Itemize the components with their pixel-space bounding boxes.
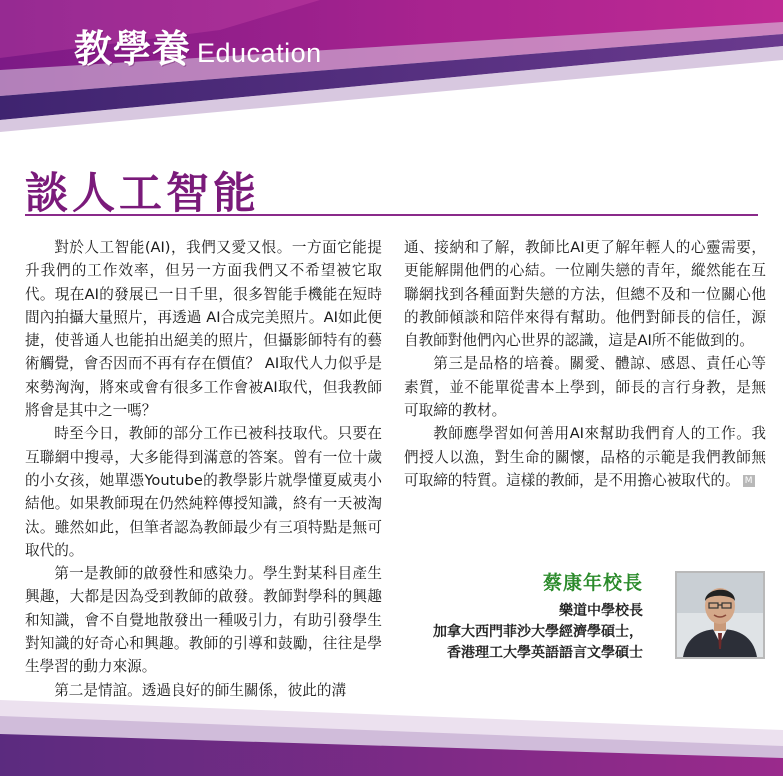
footer-decoration <box>0 670 783 776</box>
author-block <box>433 568 643 664</box>
paragraph: 對於人工智能(AI)，我們又愛又恨。一方面它能提升我們的工作效率，但另一方面我們又不希望被它取代。現在AI的發展已一日千里，很多智能手機能在短時間內拍攝大量照片，再透過 AI合成完美照片。AI如此便捷，使普通人也能拍出絕美的照片，但攝影師特有的藝術觸覺，會否因而不再有存在價值？ AI取代人力似乎是來勢洶洶，將來或會有很多工作會被AI取代，但我教師將會是其中之一嗎？ <box>25 239 382 420</box>
author-degree: 香港理工大學英語語言文學碩士 <box>447 645 643 661</box>
paragraph-text: 教師應學習如何善用AI來幫助我們育人的工作。我們授人以漁，對生命的關懷，品格的示範是我們教師無可取締的特質。這樣的教師，是不用擔心被取代的。 <box>404 425 766 489</box>
paragraph: 第一是教師的啟發性和感染力。學生對某科目產生興趣，大都是因為受到教師的啟發。教師對學科的興趣和知識，會不自覺地散發出一種吸引力，有助引發學生對知識的好奇心和興趣。教師的引導和鼓勵，往往是學生學習的動力來源。 <box>25 565 382 676</box>
paragraph: 通、接納和了解，教師比AI更了解年輕人的心靈需要，更能解開他們的心結。一位剛失戀的青年，縱然能在互聯網找到各種面對失戀的方法，但總不及和一位關心他的教師傾談和陪伴來得有幫助。他們對師長的信任，源自教師對他們內心世界的認識，這是AI所不能做到的。 <box>404 239 766 350</box>
article-column-left <box>25 236 382 702</box>
article-title: 談人工智能 <box>25 169 260 219</box>
title-divider <box>25 214 758 216</box>
paragraph: 第三是品格的培養。關愛、體諒、感恩、責任心等素質，並不能單從書本上學到，師長的言行身教，是無可取締的教材。 <box>404 355 766 420</box>
author-title: 樂道中學校長 <box>559 603 643 619</box>
paragraph: 時至今日，教師的部分工作已被科技取代。只要在互聯網中搜尋，大多能得到滿意的答案。曾有一位十歲的小女孩，她單憑Youtube的教學影片就學懂夏威夷小結他。如果教師現在仍然純粹傳授知識，終有一天被淘汰。雖然如此，但筆者認為教師最少有三項特點是無可取代的。 <box>25 425 382 559</box>
section-brand <box>74 18 322 73</box>
last-paragraph <box>404 422 766 492</box>
end-mark-icon: M <box>743 475 755 487</box>
author-name: 蔡康年校長 <box>542 572 643 594</box>
article-column-right <box>404 236 766 492</box>
paragraph: 第二是情誼。透過良好的師生關係，彼此的溝 <box>54 681 347 699</box>
brand-chinese: 教學養 <box>74 27 192 71</box>
brand-english: Education <box>197 38 322 68</box>
author-degree: 加拿大西門菲沙大學經濟學碩士， <box>433 624 643 640</box>
portrait-icon <box>677 573 763 657</box>
author-photo <box>675 571 765 659</box>
